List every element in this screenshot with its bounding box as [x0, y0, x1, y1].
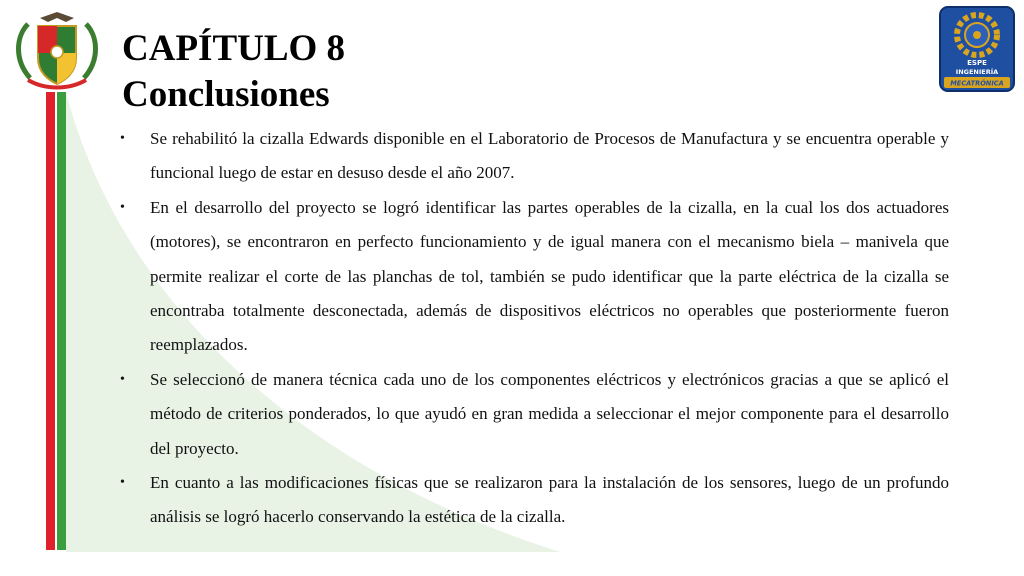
list-item [118, 122, 949, 191]
list-item [118, 363, 949, 466]
red-stripe [46, 92, 55, 550]
logo-text-espe: ESPE [967, 59, 987, 67]
list-item [118, 466, 949, 535]
bullet-text: Se seleccionó de manera técnica cada uno de los componentes eléctricos y electrónicos gracias a que se aplicó el método de criterios ponderados, lo que ayudó en gran medida a seleccionar el mejor componente para el desarrollo del proyecto. [150, 369, 949, 458]
bullet-icon: • [120, 199, 125, 215]
green-stripe [57, 92, 66, 550]
slide-title [122, 26, 345, 118]
logo-text-mecatronica: MECATRÓNICA [950, 79, 1004, 88]
title-line-chapter: CAPÍTULO 8 [122, 28, 346, 69]
gear-logo-icon [938, 5, 1016, 93]
bullet-icon: • [120, 371, 125, 387]
conclusion-list [118, 122, 949, 535]
bullet-icon: • [120, 131, 125, 146]
logo-text-ingenieria: INGENIERÍA [955, 68, 999, 76]
institution-crest-icon [10, 8, 104, 92]
list-item [118, 191, 949, 363]
bullet-text: En el desarrollo del proyecto se logró identificar las partes operables de la cizalla, en la cual los dos actuadores (motores), se encontraron en perfecto funcionamiento y de igual manera con el mecanismo biela – manivela que permite realizar el corte de las planchas de tol, también se pudo identificar que la parte eléctrica de la cizalla se encontraba totalmente desconectada, además de dispositivos eléctricos no operables que posteriormente fueron reemplazados. [150, 197, 949, 355]
slide-content [118, 122, 949, 535]
bullet-icon: • [120, 475, 125, 491]
bullet-text: En cuanto a las modificaciones físicas que se realizaron para la instalación de los sensores, luego de un profundo análisis se logró hacerlo conservando la estética de la cizalla. [150, 473, 949, 527]
bullet-text: Se rehabilitó la cizalla Edwards disponible en el Laboratorio de Procesos de Manufactura y se encuentra operable y funcional luego de estar en desuso desde el año 2007. [150, 129, 949, 183]
title-line-conclusions: Conclusiones [122, 74, 330, 115]
